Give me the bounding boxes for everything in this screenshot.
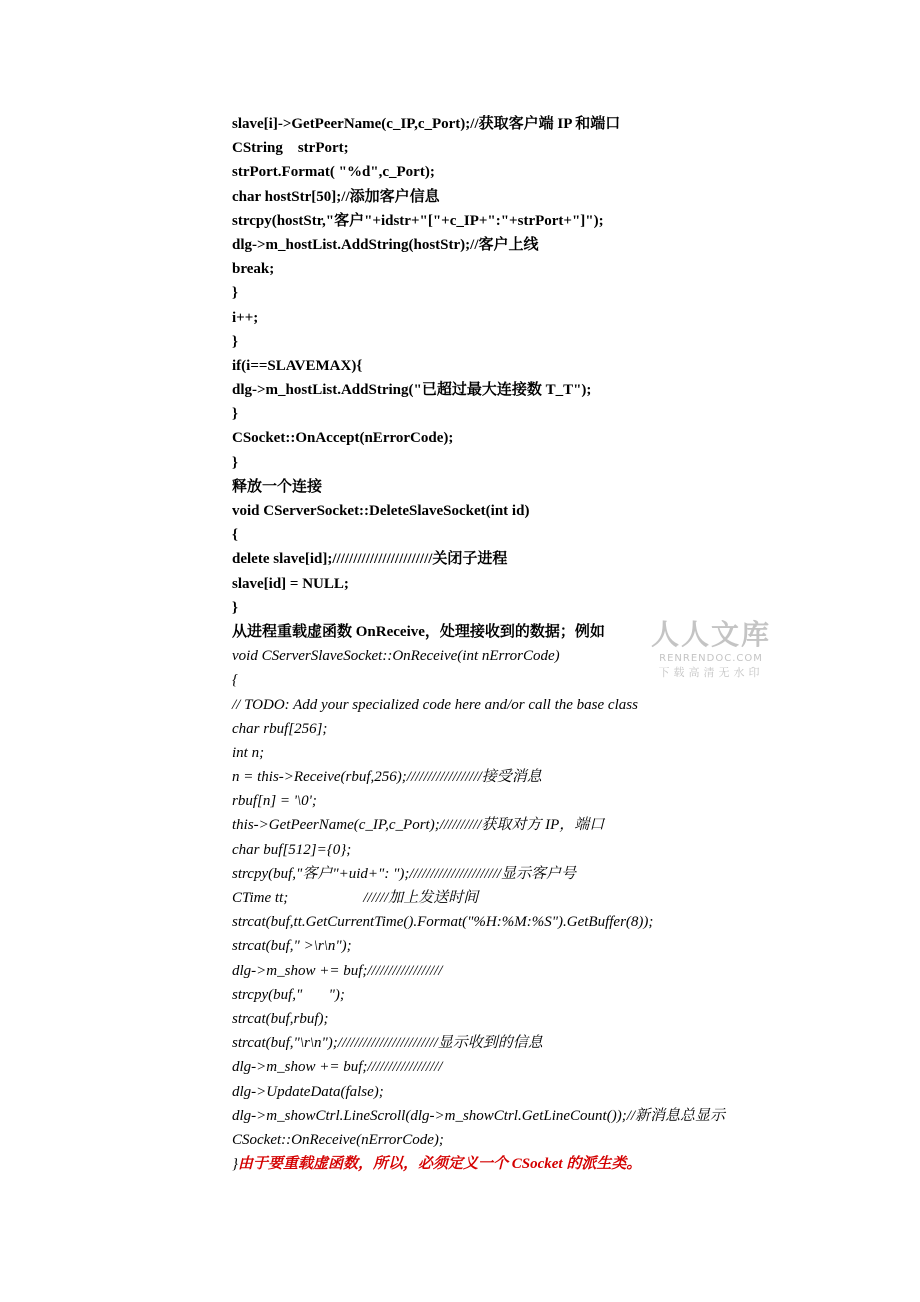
code-line: strPort.Format( "%d",c_Port);: [232, 164, 435, 181]
watermark-url: RENRENDOC.COM: [659, 653, 763, 664]
code-line: slave[i]->GetPeerName(c_IP,c_Port);//获取客户端 IP 和端口: [232, 116, 621, 132]
watermark-title: 人人文库: [650, 618, 771, 651]
code-line: }: [232, 599, 238, 616]
code-line: delete slave[id];////////////////////////关闭子进程: [232, 551, 508, 568]
highlight-note: 由于要重载虚函数，所以，必须定义一个 CSocket 的派生类。: [238, 1156, 642, 1173]
code-line: CString strPort;: [232, 140, 349, 157]
code-line: strcpy(hostStr,"客户"+idstr+"["+c_IP+":"+strPort+"]");: [232, 212, 604, 229]
section-heading: 释放一个连接: [232, 478, 323, 495]
code-line: CTime tt; //////加上发送时间: [232, 890, 479, 906]
code-line: void CServerSocket::DeleteSlaveSocket(int id): [232, 503, 530, 519]
code-line: CSocket::OnAccept(nErrorCode);: [232, 430, 454, 447]
watermark: [646, 618, 776, 680]
code-line: strcat(buf,tt.GetCurrentTime().Format("%H:%M:%S").GetBuffer(8));: [232, 914, 654, 931]
code-line: }: [232, 454, 238, 471]
code-line: break;: [232, 261, 275, 278]
code-line: {: [232, 672, 238, 689]
code-line: char hostStr[50];//添加客户信息: [232, 188, 440, 205]
code-line: strcat(buf,rbuf);: [232, 1010, 329, 1027]
closing-line: [232, 1152, 792, 1176]
code-line: i++;: [232, 309, 259, 326]
code-line: void CServerSlaveSocket::OnReceive(int nErrorCode): [232, 648, 560, 665]
code-line: char rbuf[256];: [232, 720, 328, 737]
code-line: }: [232, 285, 238, 302]
code-line: // TODO: Add your specialized code here and/or call the base class: [232, 696, 638, 713]
code-line: CSocket::OnReceive(nErrorCode);: [232, 1131, 444, 1148]
code-line: }: [232, 333, 238, 350]
code-line: dlg->m_showCtrl.LineScroll(dlg->m_showCtrl.GetLineCount());//新消息总显示: [232, 1107, 726, 1124]
code-line: dlg->m_show += buf;//////////////////: [232, 962, 443, 979]
code-line: slave[id] = NULL;: [232, 575, 349, 592]
section-heading: 从进程重载虚函数 OnReceive，处理接收到的数据；例如: [232, 623, 605, 640]
code-line: dlg->m_hostList.AddString(hostStr);//客户上线: [232, 236, 539, 253]
code-line: strcpy(buf," ");: [232, 986, 345, 1003]
code-line: strcat(buf,"\r\n");////////////////////////显示收到的信息: [232, 1035, 543, 1052]
code-line: dlg->UpdateData(false);: [232, 1083, 384, 1100]
code-line: {: [232, 527, 238, 544]
code-line: dlg->m_show += buf;//////////////////: [232, 1059, 443, 1076]
code-line: dlg->m_hostList.AddString("已超过最大连接数 T_T");: [232, 382, 592, 399]
code-line: this->GetPeerName(c_IP,c_Port);//////////获取对方 IP，端口: [232, 817, 605, 834]
code-line: strcpy(buf,"客户"+uid+": ");//////////////////////显示客户号: [232, 865, 577, 882]
code-line: int n;: [232, 744, 265, 761]
watermark-subtitle: 下载高清无水印: [658, 666, 764, 679]
code-line: strcat(buf," >\r\n");: [232, 938, 352, 955]
code-line: if(i==SLAVEMAX){: [232, 357, 363, 374]
closing-brace: }: [232, 1156, 238, 1173]
code-line: n = this->Receive(rbuf,256);//////////////////接受消息: [232, 769, 542, 786]
code-line: char buf[512]={0};: [232, 841, 352, 858]
code-line: }: [232, 406, 238, 423]
code-line: rbuf[n] = '\0';: [232, 793, 317, 810]
